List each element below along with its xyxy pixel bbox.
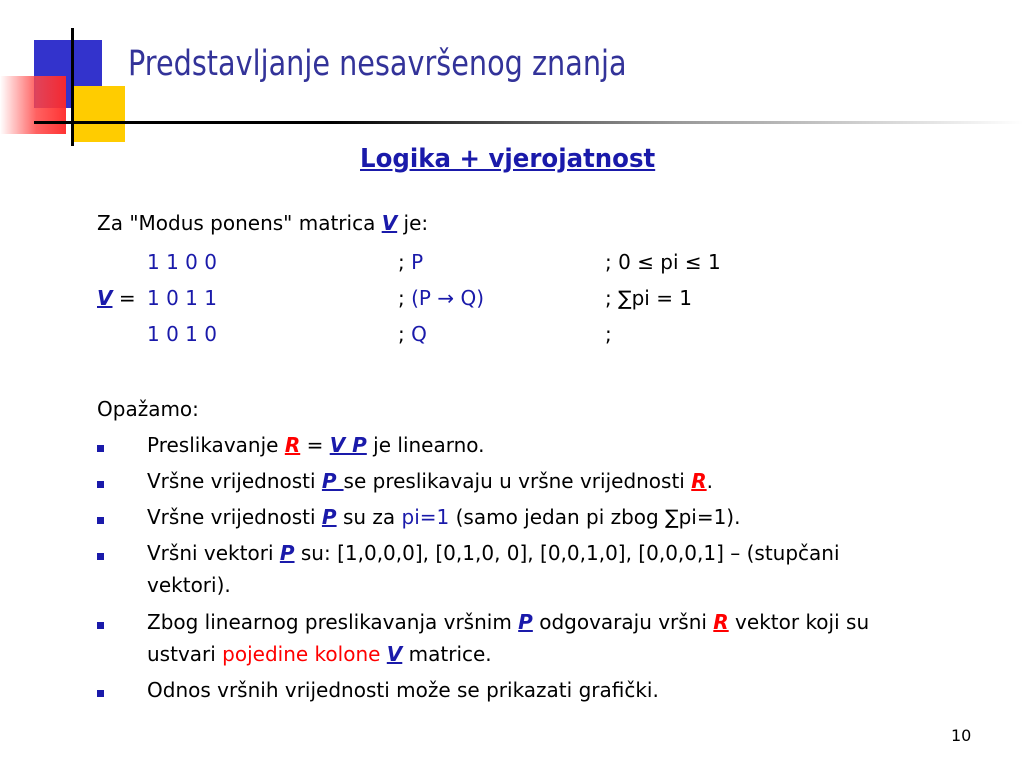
decor-vertical-line [71, 28, 74, 146]
bullet-5-text-c: vektor koji su [728, 610, 870, 634]
bullet-2-r: R [691, 469, 707, 493]
observe-label: Opažamo: [97, 397, 199, 421]
matrix-row-3-sep1: ; [398, 322, 412, 346]
matrix-row-2-sep2: ; [605, 286, 619, 310]
matrix-row-2-note [605, 286, 692, 310]
matrix-name-group [97, 286, 136, 310]
bullet-5-p: P [518, 610, 533, 634]
matrix-row-3-label [398, 322, 427, 346]
bullet-2-text-c: . [706, 469, 713, 493]
title-underline-rule [34, 121, 1024, 124]
bullet-1-text-b: = [300, 433, 330, 457]
matrix-row-3-values: 1 0 1 0 [147, 322, 217, 346]
bullet-6: Odnos vršnih vrijednosti može se prikazati grafički. [147, 678, 659, 702]
bullet-3 [147, 505, 740, 529]
bullet-marker [97, 622, 104, 629]
matrix-row-3-sep2: ; [605, 322, 612, 346]
bullet-marker [97, 445, 104, 452]
matrix-row-2-name: (P → Q) [411, 286, 484, 310]
slide-subtitle: Logika + vjerojatnost [360, 144, 656, 174]
matrix-row-2-sep1: ; [398, 286, 412, 310]
bullet-4-p: P [279, 541, 295, 565]
matrix-row-1-note [605, 250, 721, 274]
bullet-1-text-a: Preslikavanje [147, 433, 285, 457]
bullet-3-p: P [321, 505, 337, 529]
bullet-4-line-2: vektori). [147, 573, 231, 597]
bullet-marker [97, 481, 104, 488]
bullet-5-text-a: Zbog linearnog preslikavanja vršnim [147, 610, 519, 634]
decor-yellow-square [73, 86, 125, 142]
bullet-5 [147, 610, 869, 634]
matrix-name: V [97, 286, 113, 310]
bullet-5-line-2 [147, 642, 492, 666]
bullet-4-text-a: Vršni vektori [147, 541, 280, 565]
matrix-row-1-label [398, 250, 423, 274]
bullet-5-r: R [713, 610, 729, 634]
bullet-3-text-a: Vršne vrijednosti [147, 505, 322, 529]
slide-title: Predstavljanje nesavršenog znanja [128, 44, 627, 84]
intro-line [97, 211, 428, 235]
bullet-3-text-b: su za [336, 505, 402, 529]
matrix-row-2-note-text: ∑pi = 1 [618, 286, 693, 310]
bullet-2-p: P [321, 469, 344, 493]
bullet-1-r: R [284, 433, 301, 457]
bullet-5-v: V [386, 642, 403, 666]
matrix-row-2-label [398, 286, 484, 310]
matrix-row-3-note [605, 322, 612, 346]
matrix-equals: = [112, 286, 136, 310]
bullet-3-text-c: (samo jedan pi zbog ∑pi=1). [449, 505, 741, 529]
bullet-5-text-d: ustvari [147, 642, 223, 666]
bullet-1-text-c: je linearno. [366, 433, 485, 457]
bullet-1-vp: V P [329, 433, 367, 457]
bullet-marker [97, 690, 104, 697]
matrix-row-1-name: P [411, 250, 424, 274]
matrix-row-2-values: 1 0 1 1 [147, 286, 217, 310]
bullet-5-text-b: odgovaraju vršni [532, 610, 714, 634]
bullet-4-text-b: su: [1,0,0,0], [0,1,0, 0], [0,0,1,0], [0,0,0,1] – (stupčani [294, 541, 840, 565]
intro-var: V [381, 211, 398, 235]
bullet-4 [147, 541, 840, 565]
matrix-row-1-sep2: ; [605, 250, 619, 274]
bullet-3-pi: pi=1 [401, 505, 450, 529]
matrix-row-1-sep1: ; [398, 250, 412, 274]
matrix-row-3-name: Q [411, 322, 427, 346]
bullet-marker [97, 517, 104, 524]
bullet-marker [97, 553, 104, 560]
bullet-5-text-e: matrice. [402, 642, 492, 666]
intro-suffix: je: [397, 211, 429, 235]
bullet-2-text-a: Vršne vrijednosti [147, 469, 322, 493]
decor-red-gradient [0, 76, 66, 134]
bullet-2-text-b: se preslikavaju u vršne vrijednosti [343, 469, 692, 493]
bullet-2 [147, 469, 713, 493]
bullet-5-red-phrase: pojedine kolone [222, 642, 387, 666]
matrix-row-1-note-text: 0 ≤ pi ≤ 1 [618, 250, 721, 274]
bullet-1 [147, 433, 485, 457]
intro-prefix: Za "Modus ponens" matrica [97, 211, 382, 235]
page-number: 10 [951, 726, 972, 745]
matrix-row-1-values: 1 1 0 0 [147, 250, 217, 274]
